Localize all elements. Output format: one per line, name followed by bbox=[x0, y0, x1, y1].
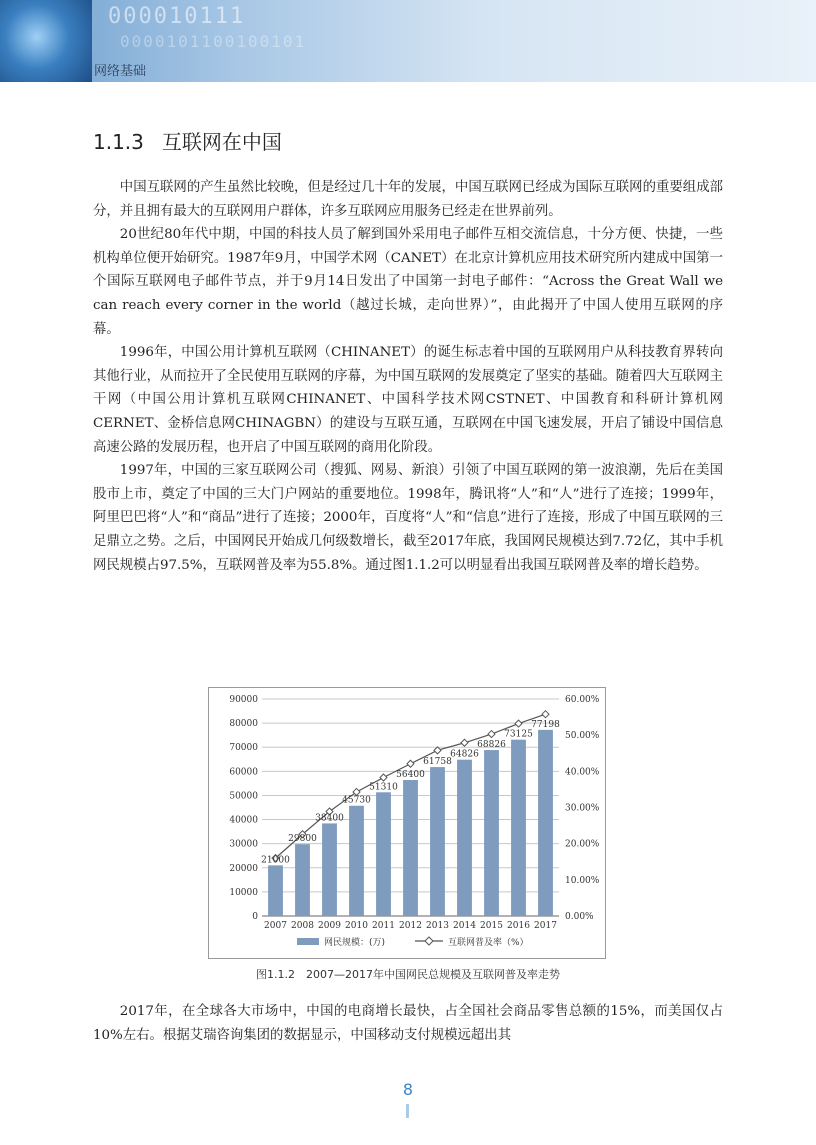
y-left-tick-label: 30000 bbox=[229, 839, 258, 850]
figure-chart bbox=[208, 687, 606, 959]
bar bbox=[511, 740, 526, 916]
paragraph: 中国互联网的产生虽然比较晚，但是经过几十年的发展，中国互联网已经成为国际互联网的重要组成部分，并且拥有最大的互联网用户群体，许多互联网应用服务已经走在世界前列。 bbox=[93, 180, 723, 219]
network-decoration-image bbox=[0, 0, 92, 82]
page-number: 8 bbox=[402, 1080, 414, 1099]
line-marker bbox=[407, 760, 414, 767]
bar-value-label: 68826 bbox=[477, 740, 506, 751]
paragraph: 2017年，在全球各大市场中，中国的电商增长最快，占全国社会商品零售总额的15%，而美国仅占10%左右。根据艾瑞咨询集团的数据显示，中国移动支付规模远超出其 bbox=[93, 1004, 723, 1043]
y-left-tick-label: 50000 bbox=[229, 791, 258, 802]
bar-value-label: 64826 bbox=[450, 749, 479, 760]
internet-users-chart bbox=[209, 688, 605, 958]
y-left-tick-label: 60000 bbox=[229, 767, 258, 778]
bar bbox=[430, 767, 445, 916]
bar bbox=[349, 806, 364, 916]
page-header bbox=[0, 0, 816, 82]
bar-value-label: 61758 bbox=[423, 757, 452, 768]
line-marker bbox=[461, 739, 468, 746]
header-binary-decoration: 000010111 bbox=[108, 4, 246, 29]
y-left-tick-label: 20000 bbox=[229, 863, 258, 874]
paragraph: 1996年，中国公用计算机互联网（CHINANET）的诞生标志着中国的互联网用户从科技教育界转向其他行业，从而拉开了全民使用互联网的序幕，为中国互联网的发展奠定了坚实的基础。随着四大互联网主干网（中国公用计算机互联网CHINANET、中国科学技术网CSTNET、中国教育和科研计算机网CERNET、金桥信息网CHINAGBN）的建设与互联互通，互联网在中国飞速发展，开启了铺设中国信息高速公路的发展历程，也开启了中国互联网的商用化阶段。 bbox=[93, 345, 723, 455]
y-right-tick-label: 20.00% bbox=[565, 839, 600, 850]
y-left-tick-label: 10000 bbox=[229, 887, 258, 898]
bar-value-label: 77198 bbox=[531, 719, 560, 730]
line-marker bbox=[488, 731, 495, 738]
bar-value-label: 29800 bbox=[288, 834, 317, 845]
x-tick-label: 2011 bbox=[372, 921, 395, 931]
figure-caption: 图1.1.2 2007—2017年中国网民总规模及互联网普及率走势 bbox=[256, 968, 560, 981]
bar bbox=[376, 792, 391, 916]
y-right-tick-label: 40.00% bbox=[565, 767, 600, 778]
x-tick-label: 2016 bbox=[507, 921, 530, 931]
paragraph: 1997年，中国的三家互联网公司（搜狐、网易、新浪）引领了中国互联网的第一波浪潮，先后在美国股市上市，奠定了中国的三大门户网站的重要地位。1998年，腾讯将“人”和“人”进行了连接；1999年，阿里巴巴将“人”和“商品”进行了连接；2000年，百度将“人”和“信息”进行了连接，形成了中国互联网的三足鼎立之势。之后，中国网民开始成几何级数增长，截至2017年底，我国网民规模达到7.72亿，其中手机网民规模占97.5%，互联网普及率为55.8%。通过图1.1.2可以明显看出我国互联网普及率的增长趋势。 bbox=[93, 463, 723, 573]
y-left-tick-label: 70000 bbox=[229, 743, 258, 754]
x-tick-label: 2008 bbox=[291, 921, 314, 931]
x-tick-label: 2010 bbox=[345, 921, 368, 931]
bar bbox=[403, 780, 418, 916]
bar-value-label: 21000 bbox=[261, 855, 290, 866]
legend-line-marker bbox=[425, 937, 433, 945]
x-tick-label: 2014 bbox=[453, 921, 476, 931]
bar-value-label: 73125 bbox=[504, 729, 533, 740]
y-right-tick-label: 60.00% bbox=[565, 695, 600, 705]
bar bbox=[268, 865, 283, 916]
running-header-title: 网络基础 bbox=[94, 64, 147, 79]
body-text-continued bbox=[93, 1000, 723, 1047]
bar bbox=[484, 750, 499, 916]
legend-bar-swatch bbox=[297, 938, 319, 945]
legend-bar-label: 网民规模：(万) bbox=[324, 938, 386, 948]
y-left-tick-label: 0 bbox=[252, 912, 258, 922]
y-left-tick-label: 80000 bbox=[229, 719, 258, 730]
x-tick-label: 2009 bbox=[318, 921, 341, 931]
x-tick-label: 2015 bbox=[480, 921, 503, 931]
bar bbox=[322, 823, 337, 916]
y-left-tick-label: 40000 bbox=[229, 815, 258, 826]
paragraph: 20世纪80年代中期，中国的科技人员了解到国外采用电子邮件互相交流信息，十分方便、快捷，一些机构单位便开始研究。1987年9月，中国学术网（CANET）在北京计算机应用技术研究所内建成中国第一个国际互联网电子邮件节点，并于9月14日发出了中国第一封电子邮件：“Across the Great Wall we can reach every corner in the world（越过长城，走向世界）”，由此揭开了中国人使用互联网的序幕。 bbox=[93, 227, 723, 337]
y-right-tick-label: 30.00% bbox=[565, 803, 600, 814]
legend-line-label: 互联网普及率（%） bbox=[448, 938, 529, 948]
line-marker bbox=[380, 774, 387, 781]
x-tick-label: 2007 bbox=[264, 921, 287, 931]
bar bbox=[538, 730, 553, 916]
y-right-tick-label: 0.00% bbox=[565, 912, 594, 922]
x-tick-label: 2012 bbox=[399, 921, 422, 931]
section-number: 1.1.3 bbox=[93, 130, 144, 154]
line-marker bbox=[434, 747, 441, 754]
y-left-tick-label: 90000 bbox=[229, 695, 258, 705]
section-title: 互联网在中国 bbox=[161, 130, 282, 154]
x-tick-label: 2017 bbox=[534, 921, 557, 931]
body-text-main bbox=[93, 176, 723, 577]
section-heading bbox=[93, 126, 282, 155]
header-binary-decoration-2: 0000101100100101 bbox=[120, 32, 307, 51]
bar bbox=[457, 760, 472, 916]
line-marker bbox=[542, 711, 549, 718]
page-number-bar bbox=[406, 1104, 409, 1118]
bar-value-label: 38400 bbox=[315, 813, 344, 824]
bar bbox=[295, 844, 310, 916]
y-right-tick-label: 50.00% bbox=[565, 731, 600, 742]
y-right-tick-label: 10.00% bbox=[565, 875, 600, 886]
bar-value-label: 51310 bbox=[369, 782, 398, 793]
line-marker bbox=[515, 720, 522, 727]
bar-value-label: 45730 bbox=[342, 795, 371, 806]
bar-value-label: 56400 bbox=[396, 770, 425, 781]
x-tick-label: 2013 bbox=[426, 921, 449, 931]
